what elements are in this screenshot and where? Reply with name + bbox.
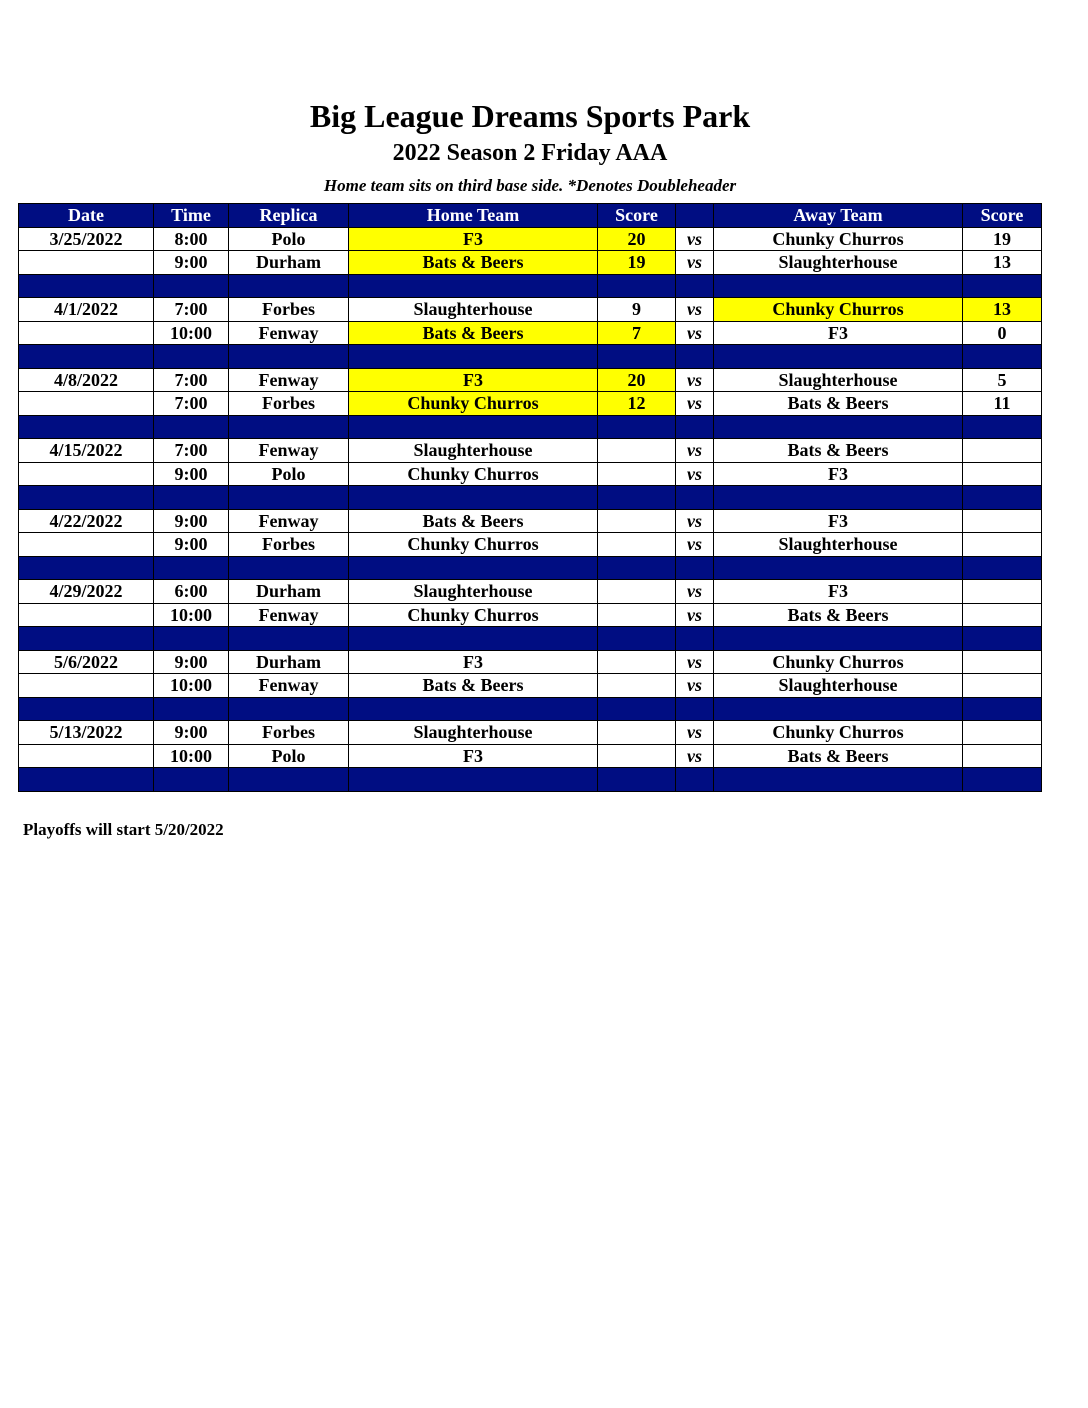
separator-cell <box>19 274 154 298</box>
separator-cell <box>19 345 154 369</box>
home-score: 9 <box>598 298 676 322</box>
week-separator-row <box>19 345 1042 369</box>
separator-cell <box>229 768 349 792</box>
column-header-away-score: Score <box>963 204 1042 228</box>
separator-cell <box>714 768 963 792</box>
schedule-table <box>18 203 1042 792</box>
game-field: Fenway <box>229 603 349 627</box>
game-row <box>19 744 1042 768</box>
playoffs-note: Playoffs will start 5/20/2022 <box>23 820 224 839</box>
home-score <box>598 462 676 486</box>
away-team: Bats & Beers <box>714 392 963 416</box>
game-time: 7:00 <box>154 392 229 416</box>
separator-cell <box>229 697 349 721</box>
game-field: Fenway <box>229 674 349 698</box>
separator-cell <box>676 274 714 298</box>
separator-cell <box>676 415 714 439</box>
separator-cell <box>598 345 676 369</box>
separator-cell <box>714 415 963 439</box>
separator-cell <box>963 486 1042 510</box>
separator-cell <box>19 697 154 721</box>
away-score <box>963 509 1042 533</box>
separator-cell <box>229 556 349 580</box>
home-score <box>598 744 676 768</box>
away-team: Slaughterhouse <box>714 368 963 392</box>
away-score <box>963 580 1042 604</box>
separator-cell <box>229 274 349 298</box>
game-row <box>19 509 1042 533</box>
game-time: 9:00 <box>154 462 229 486</box>
away-team: Slaughterhouse <box>714 674 963 698</box>
separator-cell <box>598 627 676 651</box>
week-separator-row <box>19 768 1042 792</box>
separator-cell <box>154 345 229 369</box>
separator-cell <box>229 627 349 651</box>
separator-cell <box>598 556 676 580</box>
away-score: 5 <box>963 368 1042 392</box>
game-row <box>19 392 1042 416</box>
separator-cell <box>154 627 229 651</box>
separator-cell <box>598 697 676 721</box>
home-team: Bats & Beers <box>349 321 598 345</box>
home-score: 20 <box>598 227 676 251</box>
game-row <box>19 227 1042 251</box>
away-score <box>963 462 1042 486</box>
separator-cell <box>714 627 963 651</box>
vs-label: vs <box>676 744 714 768</box>
game-date: 5/6/2022 <box>19 650 154 674</box>
header-row <box>19 204 1042 228</box>
separator-cell <box>229 345 349 369</box>
game-date <box>19 321 154 345</box>
week-separator-row <box>19 486 1042 510</box>
away-score: 13 <box>963 298 1042 322</box>
away-score <box>963 533 1042 557</box>
game-time: 10:00 <box>154 321 229 345</box>
game-field: Forbes <box>229 721 349 745</box>
week-separator-row <box>19 697 1042 721</box>
week-separator-row <box>19 274 1042 298</box>
game-field: Forbes <box>229 298 349 322</box>
separator-cell <box>714 486 963 510</box>
game-field: Durham <box>229 650 349 674</box>
home-score <box>598 439 676 463</box>
game-date: 4/22/2022 <box>19 509 154 533</box>
separator-cell <box>598 415 676 439</box>
away-team: Chunky Churros <box>714 650 963 674</box>
home-score: 12 <box>598 392 676 416</box>
separator-cell <box>19 415 154 439</box>
separator-cell <box>714 697 963 721</box>
home-team: Slaughterhouse <box>349 580 598 604</box>
separator-cell <box>154 556 229 580</box>
separator-cell <box>349 274 598 298</box>
separator-cell <box>676 345 714 369</box>
vs-label: vs <box>676 580 714 604</box>
game-time: 9:00 <box>154 509 229 533</box>
away-score <box>963 650 1042 674</box>
home-team: Slaughterhouse <box>349 298 598 322</box>
game-time: 10:00 <box>154 674 229 698</box>
game-field: Durham <box>229 251 349 275</box>
home-score <box>598 650 676 674</box>
separator-cell <box>963 768 1042 792</box>
home-score <box>598 674 676 698</box>
separator-cell <box>19 486 154 510</box>
separator-cell <box>676 697 714 721</box>
away-score: 13 <box>963 251 1042 275</box>
separator-cell <box>349 697 598 721</box>
away-score: 11 <box>963 392 1042 416</box>
separator-cell <box>676 627 714 651</box>
column-header-replica: Replica <box>229 204 349 228</box>
game-row <box>19 580 1042 604</box>
game-field: Fenway <box>229 509 349 533</box>
home-team: Chunky Churros <box>349 603 598 627</box>
home-team: Slaughterhouse <box>349 439 598 463</box>
game-time: 7:00 <box>154 298 229 322</box>
game-time: 7:00 <box>154 439 229 463</box>
home-team: Chunky Churros <box>349 392 598 416</box>
separator-cell <box>19 768 154 792</box>
column-header-home-score: Score <box>598 204 676 228</box>
vs-label: vs <box>676 721 714 745</box>
home-team: Chunky Churros <box>349 462 598 486</box>
game-row <box>19 721 1042 745</box>
page-subtitle: 2022 Season 2 Friday AAA <box>392 140 668 166</box>
column-header-home-team: Home Team <box>349 204 598 228</box>
separator-cell <box>154 768 229 792</box>
away-team: Chunky Churros <box>714 721 963 745</box>
home-score: 19 <box>598 251 676 275</box>
vs-label: vs <box>676 227 714 251</box>
schedule-note: Home team sits on third base side. *Denotes Doubleheader <box>323 176 737 195</box>
home-score <box>598 721 676 745</box>
home-score: 7 <box>598 321 676 345</box>
separator-cell <box>963 556 1042 580</box>
vs-label: vs <box>676 603 714 627</box>
home-team: Chunky Churros <box>349 533 598 557</box>
game-time: 9:00 <box>154 533 229 557</box>
game-time: 10:00 <box>154 744 229 768</box>
vs-label: vs <box>676 533 714 557</box>
away-team: F3 <box>714 580 963 604</box>
separator-cell <box>349 486 598 510</box>
home-team: Bats & Beers <box>349 251 598 275</box>
home-score <box>598 580 676 604</box>
home-score <box>598 509 676 533</box>
away-team: Chunky Churros <box>714 298 963 322</box>
game-row <box>19 603 1042 627</box>
separator-cell <box>714 556 963 580</box>
game-date: 4/1/2022 <box>19 298 154 322</box>
game-time: 7:00 <box>154 368 229 392</box>
separator-cell <box>676 486 714 510</box>
away-score: 0 <box>963 321 1042 345</box>
home-team: F3 <box>349 744 598 768</box>
vs-label: vs <box>676 392 714 416</box>
game-time: 9:00 <box>154 650 229 674</box>
home-score: 20 <box>598 368 676 392</box>
away-team: Bats & Beers <box>714 439 963 463</box>
game-time: 6:00 <box>154 580 229 604</box>
vs-label: vs <box>676 439 714 463</box>
game-date: 5/13/2022 <box>19 721 154 745</box>
game-date <box>19 603 154 627</box>
separator-cell <box>349 556 598 580</box>
game-date: 4/29/2022 <box>19 580 154 604</box>
vs-label: vs <box>676 368 714 392</box>
separator-cell <box>963 345 1042 369</box>
game-date: 3/25/2022 <box>19 227 154 251</box>
away-score <box>963 439 1042 463</box>
game-field: Polo <box>229 227 349 251</box>
game-field: Polo <box>229 744 349 768</box>
column-header-vs <box>676 204 714 228</box>
away-team: Bats & Beers <box>714 603 963 627</box>
away-team: F3 <box>714 321 963 345</box>
game-time: 9:00 <box>154 251 229 275</box>
game-date <box>19 674 154 698</box>
game-row <box>19 674 1042 698</box>
vs-label: vs <box>676 650 714 674</box>
game-field: Fenway <box>229 439 349 463</box>
separator-cell <box>349 627 598 651</box>
separator-cell <box>229 486 349 510</box>
game-field: Polo <box>229 462 349 486</box>
game-date <box>19 462 154 486</box>
week-separator-row <box>19 627 1042 651</box>
away-team: Slaughterhouse <box>714 251 963 275</box>
game-row <box>19 368 1042 392</box>
separator-cell <box>154 415 229 439</box>
away-team: F3 <box>714 462 963 486</box>
separator-cell <box>963 627 1042 651</box>
vs-label: vs <box>676 509 714 533</box>
game-row <box>19 439 1042 463</box>
game-row <box>19 298 1042 322</box>
away-team: Bats & Beers <box>714 744 963 768</box>
vs-label: vs <box>676 298 714 322</box>
home-team: Slaughterhouse <box>349 721 598 745</box>
separator-cell <box>229 415 349 439</box>
page-title: Big League Dreams Sports Park <box>309 98 751 134</box>
away-score <box>963 744 1042 768</box>
game-row <box>19 321 1042 345</box>
game-row <box>19 462 1042 486</box>
game-row <box>19 533 1042 557</box>
game-date <box>19 392 154 416</box>
separator-cell <box>714 274 963 298</box>
column-header-away-team: Away Team <box>714 204 963 228</box>
week-separator-row <box>19 556 1042 580</box>
game-time: 8:00 <box>154 227 229 251</box>
away-score <box>963 721 1042 745</box>
game-time: 9:00 <box>154 721 229 745</box>
separator-cell <box>154 274 229 298</box>
home-team: F3 <box>349 227 598 251</box>
home-team: F3 <box>349 650 598 674</box>
separator-cell <box>19 627 154 651</box>
game-date <box>19 744 154 768</box>
separator-cell <box>963 697 1042 721</box>
game-field: Fenway <box>229 321 349 345</box>
game-row <box>19 650 1042 674</box>
separator-cell <box>598 768 676 792</box>
separator-cell <box>349 345 598 369</box>
home-team: Bats & Beers <box>349 509 598 533</box>
home-team: Bats & Beers <box>349 674 598 698</box>
game-field: Forbes <box>229 392 349 416</box>
separator-cell <box>963 415 1042 439</box>
separator-cell <box>676 556 714 580</box>
game-field: Fenway <box>229 368 349 392</box>
home-team: F3 <box>349 368 598 392</box>
away-team: Slaughterhouse <box>714 533 963 557</box>
away-team: Chunky Churros <box>714 227 963 251</box>
game-field: Forbes <box>229 533 349 557</box>
column-header-time: Time <box>154 204 229 228</box>
home-score <box>598 533 676 557</box>
game-row <box>19 251 1042 275</box>
separator-cell <box>349 768 598 792</box>
vs-label: vs <box>676 251 714 275</box>
separator-cell <box>598 486 676 510</box>
away-score <box>963 603 1042 627</box>
home-score <box>598 603 676 627</box>
separator-cell <box>154 697 229 721</box>
separator-cell <box>154 486 229 510</box>
game-date <box>19 533 154 557</box>
away-score <box>963 674 1042 698</box>
vs-label: vs <box>676 462 714 486</box>
week-separator-row <box>19 415 1042 439</box>
game-field: Durham <box>229 580 349 604</box>
game-date: 4/8/2022 <box>19 368 154 392</box>
away-score: 19 <box>963 227 1042 251</box>
away-team: F3 <box>714 509 963 533</box>
column-header-date: Date <box>19 204 154 228</box>
vs-label: vs <box>676 321 714 345</box>
separator-cell <box>598 274 676 298</box>
game-date <box>19 251 154 275</box>
separator-cell <box>349 415 598 439</box>
game-date: 4/15/2022 <box>19 439 154 463</box>
separator-cell <box>19 556 154 580</box>
game-time: 10:00 <box>154 603 229 627</box>
separator-cell <box>714 345 963 369</box>
separator-cell <box>963 274 1042 298</box>
separator-cell <box>676 768 714 792</box>
vs-label: vs <box>676 674 714 698</box>
